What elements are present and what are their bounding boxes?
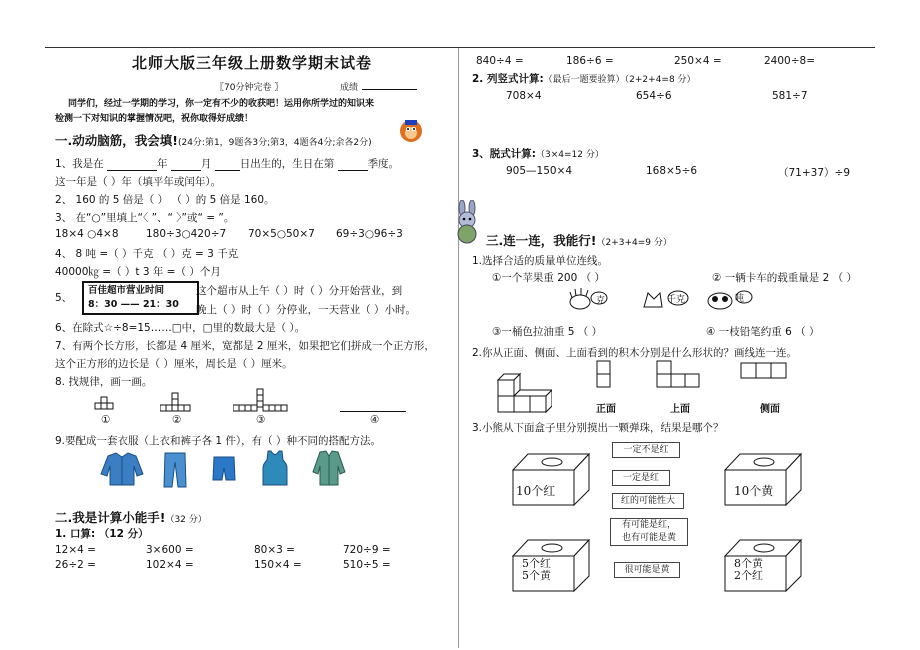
column-divider bbox=[458, 48, 459, 648]
q1-leapyear: 这一年是（ ）年（填平年或闰年）。 bbox=[55, 176, 222, 188]
q6: 6、在除式☆÷8=15……□中，□里的数最大是（ ）。 bbox=[55, 322, 306, 334]
box-4-label: 8个黄 2个红 bbox=[734, 557, 763, 582]
pattern-label-4: ④ bbox=[370, 414, 380, 426]
page-title: 北师大版三年级上册数学期末试卷 bbox=[132, 54, 373, 72]
unit-item-1: ①一个苹果重 200 （ ） bbox=[492, 272, 605, 284]
oral-r0-4: 2400÷8= bbox=[764, 55, 815, 67]
vertical-calc-subtitle: 2. 列竖式计算:（最后一题要验算）（2+2+4=8 分） bbox=[472, 73, 696, 85]
answer-maybe-red-or-yellow: 有可能是红， 也有可能是黄 bbox=[610, 518, 688, 546]
part1-heading: 一.动动脑筋，我会填!(24分:第1，9题各3分;第3，4题各4分;余各2分) bbox=[55, 133, 372, 148]
block-stack-figure bbox=[496, 368, 552, 416]
q1-birthday: 1、我是在 年 月 日出生的，生日在第 季度。 bbox=[55, 158, 400, 170]
oral-calc-subtitle: 1. 口算: （12 分） bbox=[55, 528, 149, 540]
answer-definitely-red: 一定是红 bbox=[612, 470, 670, 486]
q3: 3、 在“○”里填上“〈 ”、“ 〉”或“ = ”。 bbox=[55, 212, 235, 224]
pattern-figure-3 bbox=[233, 388, 289, 412]
vertical-1: 708×4 bbox=[506, 90, 542, 102]
score-label: 成绩 bbox=[340, 80, 417, 93]
oral-r1-3: 80×3 = bbox=[254, 544, 295, 556]
box-2-label: 10个黄 bbox=[734, 484, 774, 498]
answer-likely-yellow: 很可能是黄 bbox=[614, 562, 680, 578]
vertical-3: 581÷7 bbox=[772, 90, 808, 102]
unit-item-4: ④ 一枝铅笔约重 6 （ ） bbox=[706, 326, 820, 338]
tank-top-icon bbox=[262, 450, 288, 486]
monkey-icon bbox=[398, 118, 424, 144]
q3-item-3: 70×5○50×7 bbox=[248, 228, 315, 240]
q5-number: 5、 bbox=[55, 292, 73, 304]
q5-text-2: 晚上（ ）时（ ）分停业，一天营业（ ）小时。 bbox=[196, 304, 417, 316]
box-3-label: 5个红 5个黄 bbox=[522, 557, 551, 582]
q3-item-1: 18×4 ○4×8 bbox=[55, 228, 119, 240]
q3-item-4: 69÷3○96÷3 bbox=[336, 228, 403, 240]
oral-r1-4: 720÷9 = bbox=[343, 544, 391, 556]
top-rule bbox=[45, 47, 875, 48]
oral-r2-2: 102×4 = bbox=[146, 559, 194, 571]
answer-red-likely: 红的可能性大 bbox=[612, 493, 684, 509]
oral-r1-2: 3×600 = bbox=[146, 544, 194, 556]
intro-line-1: 同学们，经过一学期的学习，你一定有不少的收获吧！运用你所学过的知识来 bbox=[68, 99, 375, 109]
q4a: 4、 8 吨 =（ ）千克 （ ）克 = 3 千克 bbox=[55, 248, 239, 260]
unit-item-2: ② 一辆卡车的载重量是 2 （ ） bbox=[712, 272, 857, 284]
box-1-label: 10个红 bbox=[516, 484, 556, 498]
q8: 8. 找规律，画一画。 bbox=[55, 376, 153, 388]
q3-item-2: 180÷3○420÷7 bbox=[146, 228, 227, 240]
q5-text-1: 这个超市从上午（ ）时（ ）分开始营业，到 bbox=[196, 285, 403, 297]
jacket-icon bbox=[100, 452, 144, 486]
mixed-2: 168×5÷6 bbox=[646, 165, 697, 177]
shorts-icon bbox=[212, 456, 236, 482]
time-note: 〖70分钟完卷 〗 bbox=[215, 83, 284, 93]
mixed-calc-subtitle: 3、脱式计算:（3×4=12 分） bbox=[472, 148, 604, 160]
oral-r1-1: 12×4 = bbox=[55, 544, 96, 556]
part3-heading: 三.连一连，我能行!（2+3+4=9 分） bbox=[486, 233, 672, 248]
pattern-label-2: ② bbox=[172, 414, 182, 426]
oral-r0-1: 840÷4 = bbox=[476, 55, 524, 67]
panda-tag-icon bbox=[706, 286, 754, 312]
oral-r2-4: 510÷5 = bbox=[343, 559, 391, 571]
mixed-1: 905—150×4 bbox=[506, 165, 573, 177]
front-view-label: 正面 bbox=[596, 404, 616, 415]
vertical-2: 654÷6 bbox=[636, 90, 672, 102]
unit-item-3: ③一桶色拉油重 5 （ ） bbox=[492, 326, 603, 338]
side-view-label: 侧面 bbox=[760, 404, 780, 415]
front-view-shape bbox=[596, 360, 612, 388]
pattern-label-1: ① bbox=[101, 414, 111, 426]
pattern-label-3: ③ bbox=[256, 414, 266, 426]
pants-icon bbox=[163, 452, 187, 488]
rabbit-icon bbox=[452, 200, 484, 244]
q2: 2、 160 的 5 倍是（ ） （ ）的 5 倍是 160。 bbox=[55, 194, 275, 206]
side-view-shape bbox=[740, 362, 788, 380]
intro-line-2: 检测一下对知识的掌握情况吧，祝你取得好成绩！ bbox=[55, 114, 254, 124]
part3-q3: 3.小熊从下面盒子里分别摸出一颗弹珠，结果是哪个？ bbox=[472, 422, 724, 434]
coat-icon bbox=[312, 450, 346, 486]
pattern-figure-1 bbox=[92, 396, 120, 412]
q4b: 40000㎏ =（ ）t 3 年 =（ ）个月 bbox=[55, 266, 221, 278]
oral-r2-1: 26÷2 = bbox=[55, 559, 96, 571]
q9: 9.要配成一套衣服（上衣和裤子各 1 件），有（ ）种不同的搭配方法。 bbox=[55, 435, 381, 447]
top-view-label: 上面 bbox=[670, 404, 690, 415]
oral-r2-3: 150×4 = bbox=[254, 559, 302, 571]
q7a: 7、有两个长方形，长都是 4 厘米，宽都是 2 厘米，如果把它们拼成一个正方形， bbox=[55, 340, 435, 352]
oral-r0-2: 186÷6 = bbox=[566, 55, 614, 67]
part3-q1: 1.选择合适的质量单位连线。 bbox=[472, 255, 609, 267]
pattern-figure-2 bbox=[160, 392, 194, 412]
tag-text-3: 吨 bbox=[735, 294, 745, 304]
answer-definitely-not-red: 一定不是红 bbox=[612, 442, 680, 458]
q7b: 这个正方形的边长是（ ）厘米，周长是（ ）厘米。 bbox=[55, 358, 293, 370]
store-hours-sign: 百佳超市营业时间 8：30 —— 21：30 bbox=[82, 281, 199, 315]
mixed-3: （71+37）÷9 bbox=[778, 167, 850, 179]
top-view-shape bbox=[656, 360, 702, 388]
tag-text-2: 千克 bbox=[667, 295, 686, 305]
part2-heading: 二.我是计算小能手!（32 分） bbox=[55, 510, 207, 525]
part3-q2: 2.你从正面、侧面、上面看到的积木分别是什么形状的？画线连一连。 bbox=[472, 347, 798, 359]
oral-r0-3: 250×4 = bbox=[674, 55, 722, 67]
pattern-answer-line bbox=[340, 411, 406, 412]
tag-text-1: 克 bbox=[596, 296, 606, 306]
